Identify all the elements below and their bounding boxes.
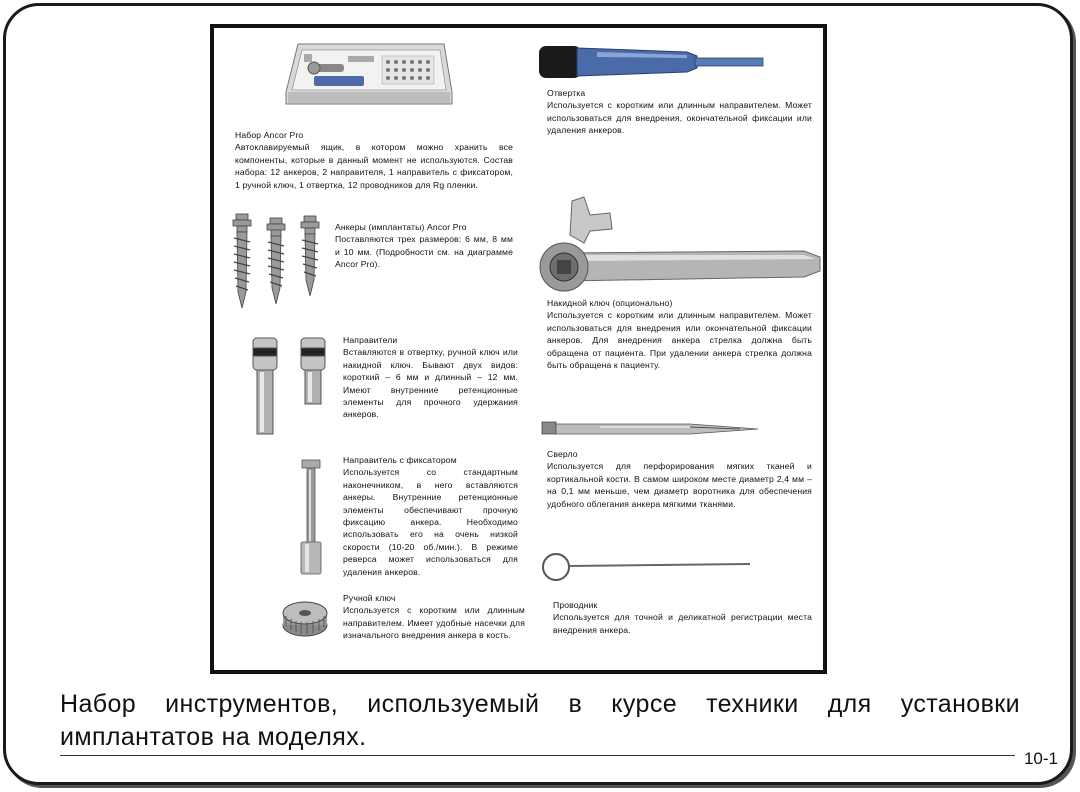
drill-body: Используется для перфорирования мягких тканей и кортикальной кости. В самом широком месте диаметр 2,4 мм – на 0,1 мм меньше, чем диаметр воротника для обеспечения удобного облегания анкера мягкими тканями. <box>547 461 812 509</box>
hand-key-description <box>343 592 525 642</box>
screwdriver-body: Используется с коротким или длинным направителем. Может использоваться для внедрения, окончательной фиксации или удаления анкеров. <box>547 100 812 136</box>
kit-description <box>235 129 513 191</box>
slide-caption: Набор инструментов, используемый в курсе техники для установки имплантатов на моделях. <box>60 690 1020 751</box>
guides-description <box>343 334 518 421</box>
drill-description <box>547 448 812 510</box>
guide-lock-description <box>343 454 518 578</box>
guide-lock-image <box>296 458 326 578</box>
hand-key-title: Ручной ключ <box>343 593 396 603</box>
anchors-body: Поставляются трех размеров: 6 мм, 8 мм и 10 мм. (Подробности см. на диаграмме Ancor Pro). <box>335 234 513 270</box>
ratchet-body: Используется с коротким или длинным направителем. Может использоваться для внедрения или окончательной фиксации анкеров. Для внедрения анкера стрелка должна быть обращена от пациента. При удалении анкера стрелка должна быть обращена к пациенту. <box>547 310 812 371</box>
hand-key-image <box>280 599 330 639</box>
kit-title: Набор Ancor Pro <box>235 130 304 140</box>
ratchet-description <box>547 297 812 371</box>
screwdriver-image <box>537 44 767 80</box>
anchors-title: Анкеры (имплантаты) Ancor Pro <box>335 222 467 232</box>
kit-body: Автоклавируемый ящик, в котором можно хранить все компоненты, которые в данный момент не используются. Состав набора: 12 анкеров, 2 направителя, 1 направитель с фиксатором, 1 ручной ключ, 1 отвертка, 12 проводников для Rg пленки. <box>235 142 513 190</box>
anchors-description <box>335 221 513 271</box>
guides-image <box>250 334 330 440</box>
hand-key-body: Используется с коротким или длинным направителем. Имеет удобные насечки для изначального внедрения анкера в кость. <box>343 605 525 641</box>
caption-divider <box>60 755 1015 756</box>
screwdriver-title: Отвертка <box>547 88 586 98</box>
screwdriver-description <box>547 87 812 137</box>
guide-lock-title: Направитель с фиксатором <box>343 455 457 465</box>
guides-body: Вставляются в отвертку, ручной ключ или накидной ключ. Бывают двух видов: короткий – 6 мм и длинный – 12 мм. Имеют внутренние ретенционные элементы для прочного удержания анкеров. <box>343 347 518 420</box>
probe-body: Используется для точной и деликатной регистрации места внедрения анкера. <box>553 612 812 635</box>
kit-box-image <box>284 42 454 108</box>
drill-image <box>540 418 762 440</box>
probe-description <box>553 599 812 636</box>
guide-lock-body: Используется со стандартным наконечником, в него вставляются анкеры. Внутренние ретенционные элементы обеспечивают прочную фиксацию анкера. Необходимо использовать его на очень низкой скорости (10-20 об./мин.). В режиме реверса может использоваться для удаления анкеров. <box>343 467 518 577</box>
guides-title: Направители <box>343 335 398 345</box>
ratchet-image <box>534 195 824 295</box>
drill-title: Сверло <box>547 449 578 459</box>
probe-title: Проводник <box>553 600 598 610</box>
page-number: 10-1 <box>1023 749 1058 768</box>
anchors-image <box>228 212 328 320</box>
probe-image <box>540 550 752 584</box>
ratchet-title: Накидной ключ (опционально) <box>547 298 673 308</box>
